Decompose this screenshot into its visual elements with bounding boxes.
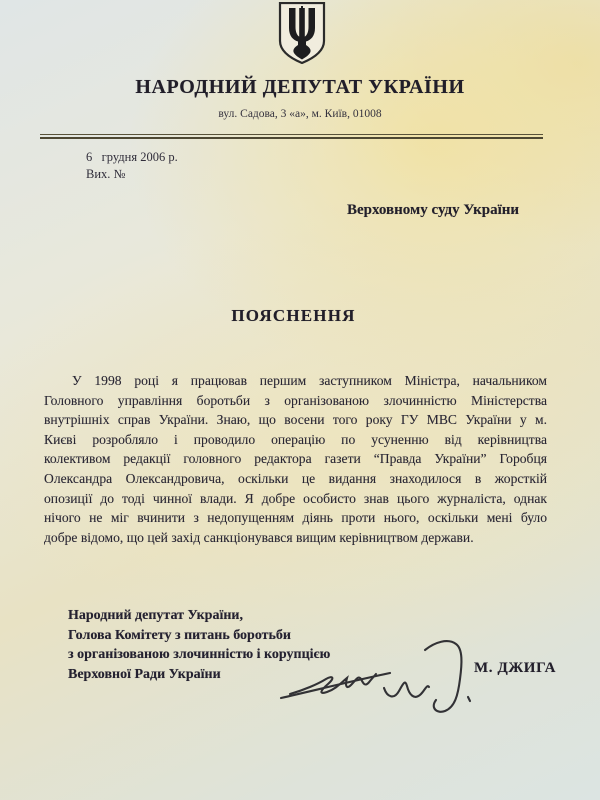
- letterhead-divider: [40, 134, 543, 139]
- body-paragraph: [44, 371, 547, 547]
- date-line: 6 грудня 2006 р.: [86, 150, 178, 164]
- text-line: Головного управління боротьби з організованою злочинністю Міністерства: [44, 392, 547, 408]
- text-line: Олександра Олександровича, оскільки це видання знаходилося в жорсткій: [44, 470, 547, 486]
- signer-name: М. ДЖИГА: [474, 660, 557, 676]
- text-line: опозиції до тоді чинної влади. Я добре особисто знав цього журналіста, однак: [44, 490, 547, 506]
- document-title: ПОЯСНЕННЯ: [231, 306, 356, 325]
- text-line: У 1998 році я працював першим заступником Міністра, начальником: [72, 373, 547, 388]
- letterhead-title: НАРОДНИЙ ДЕПУТАТ УКРАЇНИ: [135, 76, 465, 98]
- reference-number-line: Вих. №: [86, 167, 126, 181]
- text-line: Києві розробляло і проводило операцію по усуненню від керівництва: [44, 431, 547, 447]
- text-line: добре відомо, що цей захід санкціонувався вищим керівництвом держави.: [44, 529, 474, 545]
- text-line: Голова Комітету з питань боротьби: [68, 627, 291, 643]
- handwritten-signature: [278, 618, 483, 720]
- letterhead-address: вул. Садова, 3 «а», м. Київ, 01008: [218, 108, 382, 120]
- document-meta: [86, 149, 178, 183]
- text-line: з організованою злочинністю і корупцією: [68, 647, 331, 662]
- text-line: Народний депутат України,: [68, 608, 243, 623]
- text-line: колективом редакції головного редактора газети “Правда України” Горобця: [44, 451, 547, 467]
- text-line: Верховної Ради України: [68, 666, 221, 682]
- recipient-line: Верховному суду України: [347, 202, 520, 218]
- coat-of-arms-icon: [277, 2, 327, 64]
- text-line: внутрішніх справ України. Знаю, що восени того року ГУ МВС України у м.: [44, 412, 547, 428]
- text-line: нічого не міг вчинити з недопущенням діянь проти нього, оскільки мені було: [44, 510, 547, 526]
